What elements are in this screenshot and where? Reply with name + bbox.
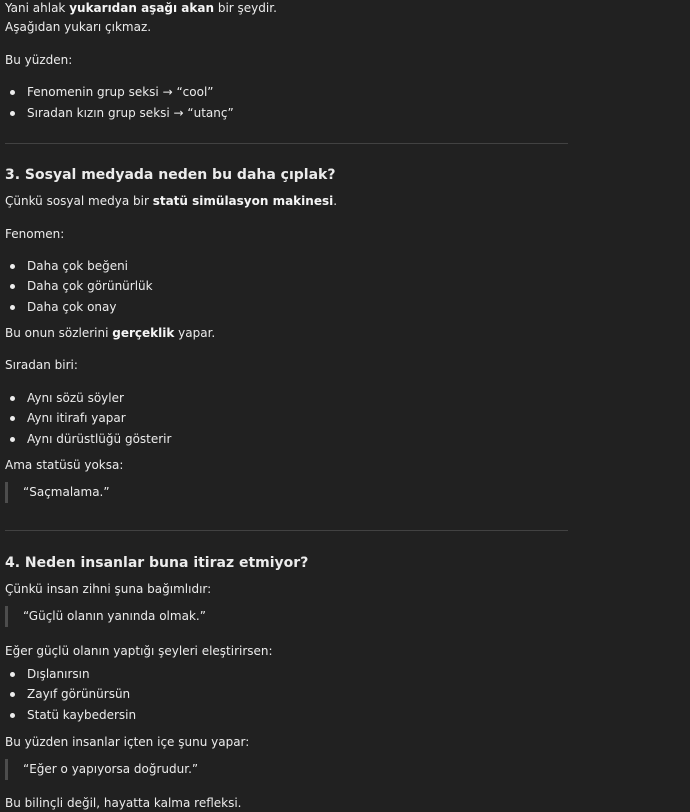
list-item [27, 666, 90, 682]
paragraph: Aşağıdan yukarı çıkmaz. [5, 20, 152, 34]
divider [5, 530, 568, 531]
list-item-text: Zayıf görünürsün [27, 687, 131, 701]
bullet-icon [10, 437, 15, 442]
list-item-text: Daha çok beğeni [27, 259, 129, 273]
paragraph: Sıradan biri: [5, 358, 78, 372]
text: Yani ahlak [5, 1, 70, 15]
section-heading: 3. Sosyal medyada neden bu daha çıplak? [5, 167, 336, 183]
list-item-text: Statü kaybedersin [27, 708, 137, 722]
list-item [27, 278, 153, 294]
bullet-icon [10, 111, 15, 116]
text: bir şeydir. [214, 1, 277, 15]
list-item-text: Fenomenin grup seksi → “cool” [27, 85, 214, 99]
paragraph: Ama statüsü yoksa: [5, 458, 124, 472]
paragraph: Fenomen: [5, 227, 65, 241]
bold-text: yukarıdan aşağı akan [69, 1, 215, 15]
quote-text: “Saçmalama.” [23, 485, 110, 499]
list-item-text: Sıradan kızın grup seksi → “utanç” [27, 106, 234, 120]
text: Bu onun sözlerini [5, 326, 113, 340]
bullet-icon [10, 692, 15, 697]
bullet-icon [10, 305, 15, 310]
list-item-text: Aynı itirafı yapar [27, 411, 126, 425]
paragraph: Eğer güçlü olanın yaptığı şeyleri eleştirirsen: [5, 644, 273, 658]
bullet-icon [10, 396, 15, 401]
paragraph: Bu yüzden insanlar içten içe şunu yapar: [5, 735, 250, 749]
bold-text: gerçeklik [112, 326, 175, 340]
bullet-icon [10, 284, 15, 289]
list-item-text: Dışlanırsın [27, 667, 90, 681]
bullet-icon [10, 672, 15, 677]
bullet-icon [10, 416, 15, 421]
paragraph [5, 325, 215, 341]
list-item-text: Aynı dürüstlüğü gösterir [27, 432, 172, 446]
blockquote [5, 606, 206, 627]
paragraph [5, 0, 277, 16]
list-item-text: Aynı sözü söyler [27, 391, 124, 405]
list-item [27, 299, 116, 315]
bullet-icon [10, 264, 15, 269]
bullet-icon [10, 90, 15, 95]
blockquote [5, 482, 110, 503]
list-item [27, 707, 136, 723]
list-item-text: Daha çok görünürlük [27, 279, 153, 293]
list-item [27, 431, 171, 447]
text: yapar. [174, 326, 216, 340]
list-item [27, 84, 214, 100]
blockquote [5, 759, 199, 780]
text: . [333, 194, 338, 208]
list-item [27, 686, 130, 702]
list-item [27, 258, 128, 274]
section-heading: 4. Neden insanlar buna itiraz etmiyor? [5, 555, 309, 571]
text: Çünkü sosyal medya bir [5, 194, 153, 208]
quote-text: “Güçlü olanın yanında olmak.” [23, 609, 206, 623]
paragraph [5, 193, 337, 209]
list-item [27, 105, 234, 121]
list-item-text: Daha çok onay [27, 300, 117, 314]
paragraph: Çünkü insan zihni şuna bağımlıdır: [5, 582, 212, 596]
quote-text: “Eğer o yapıyorsa doğrudur.” [23, 762, 199, 776]
divider [5, 143, 568, 144]
paragraph: Bu yüzden: [5, 53, 73, 67]
bullet-icon [10, 713, 15, 718]
bold-text: statü simülasyon makinesi [152, 194, 334, 208]
list-item [27, 410, 126, 426]
list-item [27, 390, 124, 406]
paragraph: Bu bilinçli değil, hayatta kalma refleksi. [5, 796, 242, 810]
